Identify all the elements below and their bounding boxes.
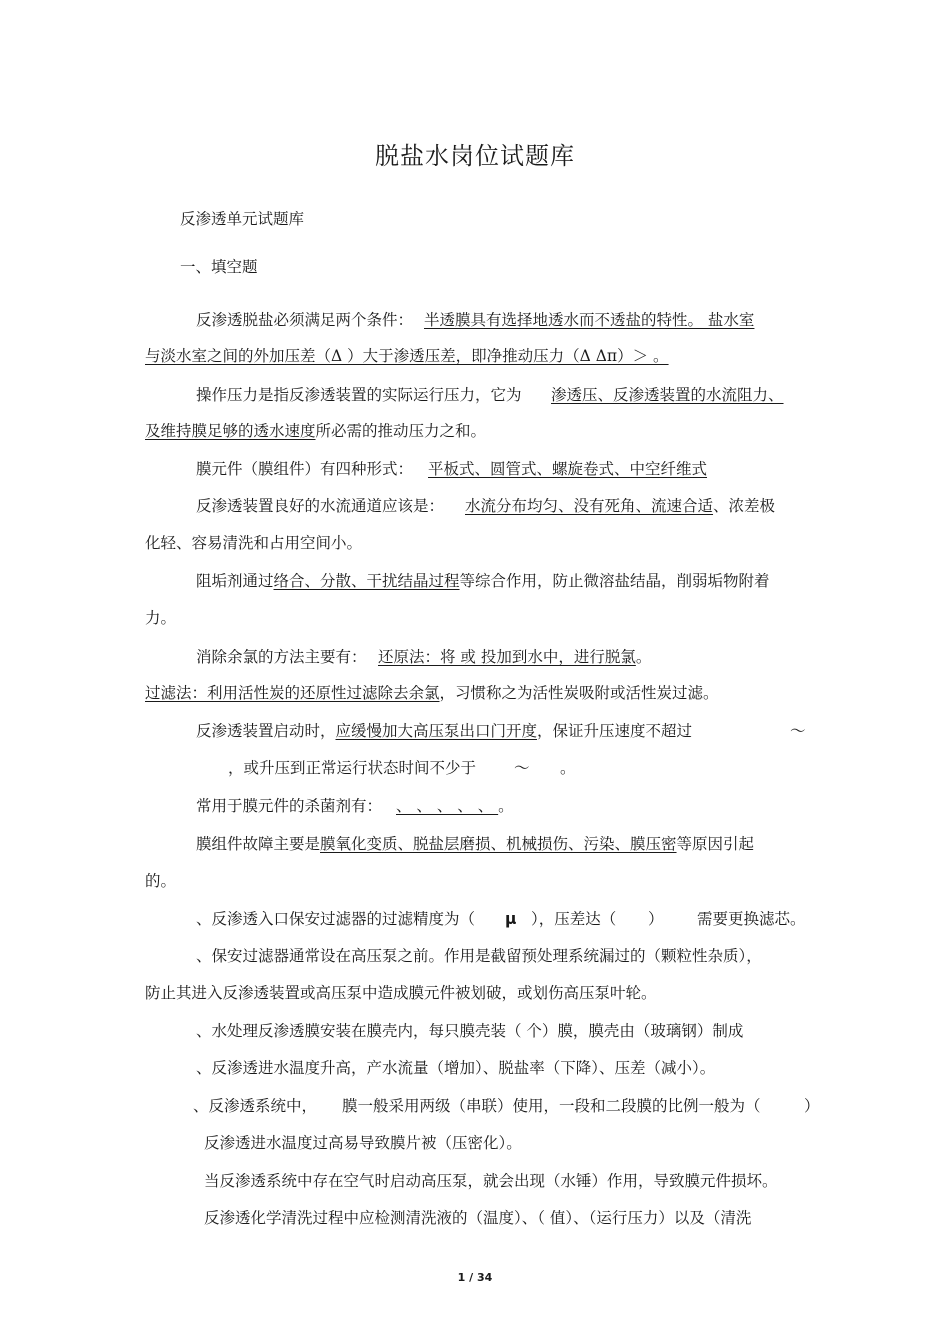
q7-period: 。 (560, 759, 576, 777)
q16-text: 当反渗透系统中存在空气时启动高压泵，就会出现（水锤）作用，导致膜元件损坏。 (204, 1172, 778, 1190)
q2-text-end: 所必需的推动压力之和。 (315, 422, 487, 440)
q10-paren: ） (648, 910, 664, 928)
question-10-line-1 (0, 908, 950, 930)
question-15-line (0, 1132, 950, 1154)
q10-text-end: 需要更换滤芯。 (697, 910, 806, 928)
question-5-line-1 (0, 570, 950, 592)
question-4-line-2 (0, 532, 950, 554)
question-7-line-1 (0, 720, 950, 742)
q1-answer-cont: 与淡水室之间的外加压差（Δ ）大于渗透压差，即净推动压力（Δ Δπ）＞ 。 (145, 347, 669, 365)
q17-text: 反渗透化学清洗过程中应检测清洗液的（温度）、（ 值）、（运行压力）以及（清洗 (204, 1209, 752, 1227)
q7-tilde-2: ～ (514, 759, 530, 777)
question-11-line-2 (0, 982, 950, 1004)
q9-text-mid: 等原因引起 (676, 835, 755, 853)
q1-answer: 半透膜具有选择地透水而不透盐的特性。 盐水室 (424, 311, 755, 329)
q4-answer: 水流分布均匀、没有死角、流速合适 (465, 497, 714, 515)
question-2-line-2 (0, 420, 950, 442)
q11-text: 、保安过滤器通常设在高压泵之前。作用是截留预处理系统漏过的（颗粒性杂质）， (196, 947, 762, 965)
q12-text: 、水处理反渗透膜安装在膜壳内，每只膜壳装（ 个）膜，膜壳由（玻璃钢）制成 (196, 1022, 744, 1040)
q6-period: 。 (635, 648, 652, 666)
q5-answer: 络合、分散、干扰结晶过程 (273, 572, 460, 590)
subtitle: 反渗透单元试题库 (180, 210, 305, 228)
q10-text: 、反渗透入口保安过滤器的过滤精度为（ (196, 910, 476, 928)
q5-text-end: 力。 (145, 609, 177, 627)
question-5-line-2 (0, 607, 950, 629)
q9-text-end: 的。 (145, 872, 177, 890)
question-17-line (0, 1207, 950, 1229)
q2-answer: 渗透压、反渗透装置的水流阻力、 (551, 386, 784, 404)
q10-mu: μ (505, 910, 517, 928)
q7-text-mid: ，保证升压速度不超过 (537, 722, 693, 740)
question-14-line (0, 1095, 950, 1117)
q4-text: 反渗透装置良好的水流通道应该是： (196, 497, 445, 515)
q8-answer-blanks: 、 、 、 、 、 (396, 797, 499, 815)
question-6-line-1 (0, 646, 950, 668)
q11-text-cont: 防止其进入反渗透装置或高压泵中造成膜元件被划破，或划伤高压泵叶轮。 (145, 984, 657, 1002)
q14-paren: ） (804, 1097, 820, 1115)
q5-text: 阻垢剂通过 (196, 572, 274, 590)
q15-text: 反渗透进水温度过高易导致膜片被（压密化）。 (204, 1134, 522, 1152)
q7-tilde-1: ～ (790, 722, 806, 740)
document-title: 脱盐水岗位试题库 (375, 142, 575, 170)
q13-text: 、反渗透进水温度升高，产水流量（增加）、脱盐率（下降）、压差（减小）。 (196, 1059, 716, 1077)
question-2-line-1 (0, 384, 950, 406)
q6-text: 消除余氯的方法主要有： (196, 648, 367, 666)
section-heading: 一、填空题 (180, 258, 258, 276)
q8-period: 。 (498, 797, 514, 815)
q6-answer-cont: 过滤法：利用活性炭的还原性过滤除去余氯 (145, 684, 440, 702)
page-number: 1 / 34 (457, 1271, 493, 1284)
question-1-line-2 (0, 345, 950, 367)
question-12-line (0, 1020, 950, 1042)
question-9-line-2 (0, 870, 950, 892)
question-7-line-2 (0, 757, 950, 779)
q3-answer: 平板式、圆管式、螺旋卷式、中空纤维式 (428, 460, 708, 478)
q9-text: 膜组件故障主要是 (196, 835, 321, 853)
q14-text: 、反渗透系统中， (193, 1097, 318, 1115)
q6-answer: 还原法：将 或 投加到水中，进行脱氯 (378, 648, 636, 666)
q4-text-mid: 、浓差极 (713, 497, 776, 515)
q7-answer: 应缓慢加大高压泵出口门开度 (335, 722, 538, 740)
section-heading-line (0, 256, 950, 278)
q2-answer-cont: 及维持膜足够的透水速度 (145, 422, 316, 440)
q2-text: 操作压力是指反渗透装置的实际运行压力，它为 (196, 386, 522, 404)
question-11-line-1 (0, 945, 950, 967)
question-13-line (0, 1057, 950, 1079)
q7-text: 反渗透装置启动时， (196, 722, 336, 740)
q10-text-mid: ），压差达（ (531, 910, 617, 928)
question-16-line (0, 1170, 950, 1192)
question-3-line-1 (0, 458, 950, 480)
q6-text-end: ，习惯称之为活性炭吸附或活性炭过滤。 (439, 684, 719, 702)
subtitle-line (0, 208, 950, 230)
q9-answer: 膜氧化变质、脱盐层磨损、机械损伤、污染、膜压密 (320, 835, 677, 853)
question-1-line-1 (0, 309, 950, 331)
question-9-line-1 (0, 833, 950, 855)
question-4-line-1 (0, 495, 950, 517)
q4-text-end: 化轻、容易清洗和占用空间小。 (145, 534, 363, 552)
q1-text: 反渗透脱盐必须满足两个条件： (196, 311, 414, 329)
question-6-line-2 (0, 682, 950, 704)
q3-text: 膜元件（膜组件）有四种形式： (196, 460, 414, 478)
q5-text-mid: 等综合作用，防止微溶盐结晶，削弱垢物附着 (459, 572, 770, 590)
q14-text-mid: 膜一般采用两级（串联）使用，一段和二段膜的比例一般为（ (342, 1097, 761, 1115)
question-8-line-1 (0, 795, 950, 817)
q7-text-2: ，或升压到正常运行状态时间不少于 (228, 759, 477, 777)
q8-text: 常用于膜元件的杀菌剂有： (196, 797, 383, 815)
